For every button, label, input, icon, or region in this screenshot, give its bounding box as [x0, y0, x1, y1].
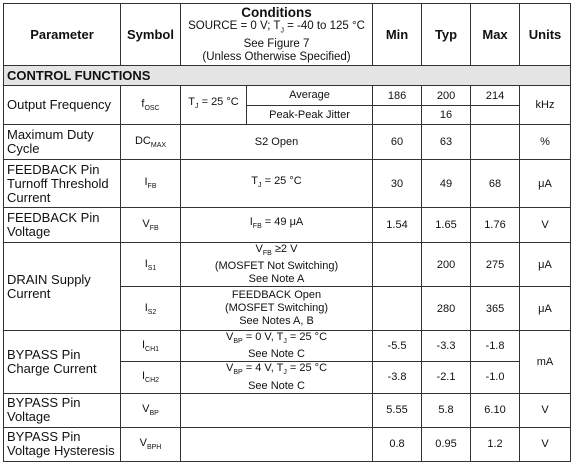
symbol-ifb: $I_{FB}$ — [121, 160, 181, 208]
min-value: 30 — [373, 160, 422, 208]
max-value: 1.2 — [471, 427, 520, 461]
symbol-ich2: $I_{CH2}$ — [121, 362, 181, 393]
header-units: Units — [520, 4, 571, 66]
max-value: 365 — [471, 287, 520, 331]
unit-value: V — [520, 393, 571, 427]
unit-value: V — [520, 427, 571, 461]
header-parameter: Parameter — [4, 4, 121, 66]
header-typ: Typ — [422, 4, 471, 66]
min-value: 0.8 — [373, 427, 422, 461]
electrical-characteristics-table — [3, 3, 571, 462]
table-row — [4, 427, 571, 461]
condition-jitter: Peak-Peak Jitter — [247, 106, 373, 125]
min-value — [373, 243, 422, 287]
typ-value: -3.3 — [422, 331, 471, 362]
typ-value: 200 — [422, 243, 471, 287]
condition-tj: $T_J = 25$ °C — [181, 86, 247, 125]
typ-value: 5.8 — [422, 393, 471, 427]
param-feedback-voltage: FEEDBACK Pin Voltage — [4, 208, 121, 243]
table-row — [4, 393, 571, 427]
typ-value: 49 — [422, 160, 471, 208]
symbol-is1: $I_{S1}$ — [121, 243, 181, 287]
table-row — [4, 331, 571, 362]
condition-vbp-4v: $V_{BP} = 4$ V, $T_J = 25$ °C See Note C — [181, 362, 373, 393]
max-value: -1.8 — [471, 331, 520, 362]
conditions-title: Conditions — [241, 5, 312, 21]
symbol-dcmax: $DC_{MAX}$ — [121, 125, 181, 160]
condition-tj: $T_J = 25$ °C — [181, 160, 373, 208]
unit-value: mA — [520, 331, 571, 393]
typ-value: 1.65 — [422, 208, 471, 243]
min-value: 1.54 — [373, 208, 422, 243]
min-value — [373, 287, 422, 331]
condition-empty — [181, 393, 373, 427]
table-row — [4, 86, 571, 106]
condition-ifb: $I_{FB} = 49$ μA — [181, 208, 373, 243]
min-value: -3.8 — [373, 362, 422, 393]
section-title: CONTROL FUNCTIONS — [4, 66, 571, 86]
unit-value: % — [520, 125, 571, 160]
condition-vbp-0v: $V_{BP} = 0$ V, $T_J = 25$ °C See Note C — [181, 331, 373, 362]
param-bypass-hysteresis: BYPASS Pin Voltage Hysteresis — [4, 427, 121, 461]
min-value: 186 — [373, 86, 422, 106]
unit-value: μA — [520, 160, 571, 208]
condition-not-switching: $V_{FB} \ge 2$ V (MOSFET Not Switching) See Note A — [181, 243, 373, 287]
param-bypass-voltage: BYPASS Pin Voltage — [4, 393, 121, 427]
symbol-is2: $I_{S2}$ — [121, 287, 181, 331]
typ-value: 0.95 — [422, 427, 471, 461]
max-value: 275 — [471, 243, 520, 287]
min-value: 60 — [373, 125, 422, 160]
condition-average: Average — [247, 86, 373, 106]
header-row — [4, 4, 571, 66]
min-value: -5.5 — [373, 331, 422, 362]
typ-value: 16 — [422, 106, 471, 125]
max-value — [471, 125, 520, 160]
conditions-line1: SOURCE = 0 V; $T_J = -40$ to 125 °C — [188, 20, 365, 35]
symbol-ich1: $I_{CH1}$ — [121, 331, 181, 362]
header-conditions — [181, 4, 373, 66]
max-value: 6.10 — [471, 393, 520, 427]
conditions-line3: (Unless Otherwise Specified) — [202, 50, 351, 63]
typ-value: 63 — [422, 125, 471, 160]
typ-value: 200 — [422, 86, 471, 106]
max-value: 214 — [471, 86, 520, 106]
max-value — [471, 106, 520, 125]
param-drain-supply: DRAIN Supply Current — [4, 243, 121, 331]
condition-s2-open: S2 Open — [181, 125, 373, 160]
table-row — [4, 243, 571, 287]
param-max-duty: Maximum Duty Cycle — [4, 125, 121, 160]
table-row — [4, 160, 571, 208]
min-value — [373, 106, 422, 125]
unit-value: μA — [520, 243, 571, 287]
param-output-frequency: Output Frequency — [4, 86, 121, 125]
condition-empty — [181, 427, 373, 461]
table-row — [4, 125, 571, 160]
typ-value: 280 — [422, 287, 471, 331]
max-value: 68 — [471, 160, 520, 208]
unit-value: μA — [520, 287, 571, 331]
typ-value: -2.1 — [422, 362, 471, 393]
max-value: 1.76 — [471, 208, 520, 243]
header-max: Max — [471, 4, 520, 66]
header-min: Min — [373, 4, 422, 66]
unit-value: kHz — [520, 86, 571, 125]
table-row — [4, 208, 571, 243]
symbol-vfb: $V_{FB}$ — [121, 208, 181, 243]
condition-switching: FEEDBACK Open (MOSFET Switching) See Notes A, B — [181, 287, 373, 331]
header-symbol: Symbol — [121, 4, 181, 66]
conditions-line2: See Figure 7 — [243, 37, 310, 50]
section-row — [4, 66, 571, 86]
symbol-fosc: $f_{OSC}$ — [121, 86, 181, 125]
min-value: 5.55 — [373, 393, 422, 427]
param-feedback-turnoff: FEEDBACK Pin Turnoff Threshold Current — [4, 160, 121, 208]
unit-value: V — [520, 208, 571, 243]
symbol-vbp: $V_{BP}$ — [121, 393, 181, 427]
max-value: -1.0 — [471, 362, 520, 393]
param-bypass-charge: BYPASS Pin Charge Current — [4, 331, 121, 393]
symbol-vbph: $V_{BPH}$ — [121, 427, 181, 461]
